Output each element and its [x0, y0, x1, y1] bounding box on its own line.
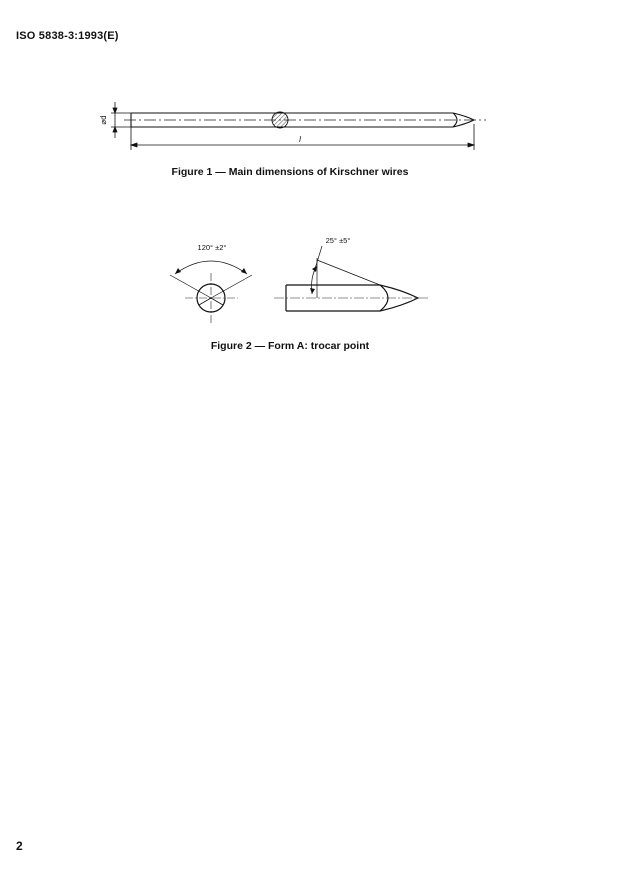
- wire-section: [272, 112, 288, 128]
- length-label: l: [299, 135, 301, 144]
- angle-120-arrows: [175, 268, 247, 274]
- wire-body: [131, 113, 474, 127]
- figure-2-caption: Figure 2 — Form A: trocar point: [210, 340, 370, 352]
- angle-25-arrows: [310, 266, 317, 294]
- end-view-circle: [197, 284, 225, 312]
- angle-120-label: 120° ±2°: [197, 243, 227, 252]
- page-number: 2: [16, 839, 23, 853]
- angle-25-lines: [312, 258, 380, 298]
- length-dimension: [131, 124, 474, 150]
- side-view-body: [286, 285, 418, 311]
- end-view-facets: [199, 298, 223, 305]
- angle-25-leader: [314, 246, 322, 272]
- diameter-label: ⌀d: [99, 115, 108, 125]
- standard-reference: ISO 5838-3:1993(E): [16, 30, 119, 42]
- end-view-centerlines: [185, 273, 238, 324]
- angle-25-label: 25° ±5°: [325, 236, 351, 245]
- figure-1-caption: Figure 1 — Main dimensions of Kirschner wires: [171, 166, 409, 178]
- angle-120-extension: [170, 261, 252, 298]
